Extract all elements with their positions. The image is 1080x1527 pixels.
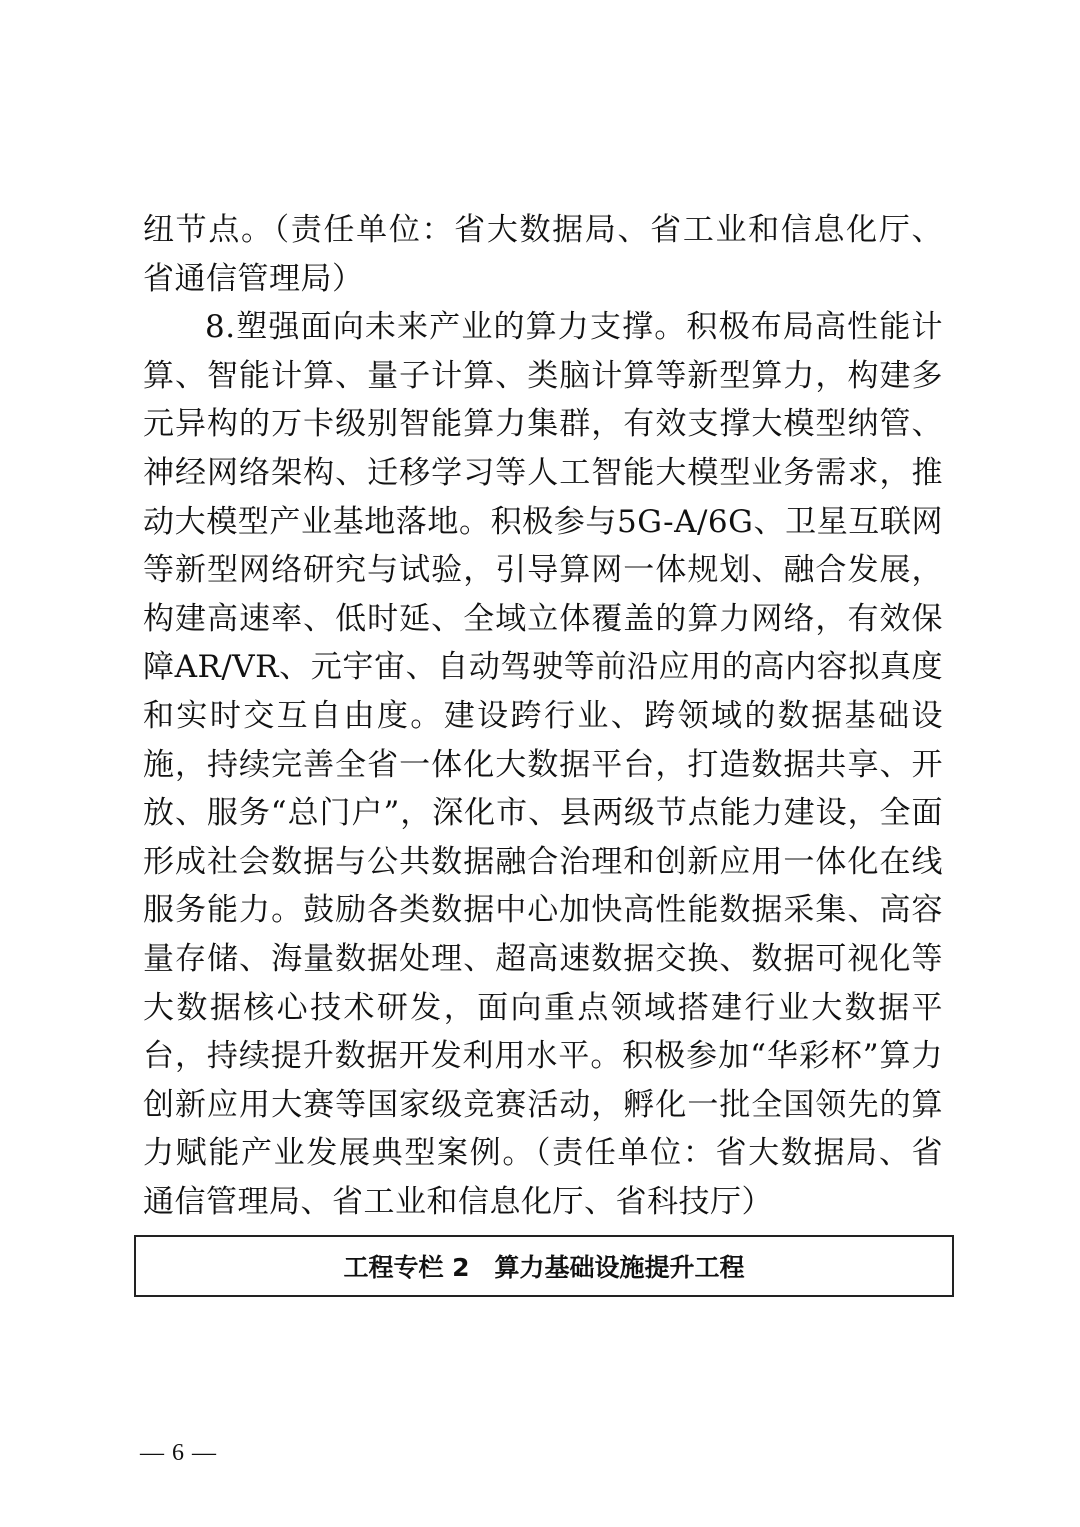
page-number: — 6 —	[140, 1440, 217, 1466]
body-text	[143, 206, 943, 1226]
paragraph-continuation: 纽节点。（责任单位：省大数据局、省工业和信息化厅、省通信管理局）	[143, 212, 943, 297]
section-box	[134, 1235, 954, 1297]
section-box-title: 工程专栏 2 算力基础设施提升工程	[343, 1253, 745, 1282]
paragraph-8: 8.塑强面向未来产业的算力支撑。积极布局高性能计算、智能计算、量子计算、类脑计算等新型算力，构建多元异构的万卡级别智能算力集群，有效支撑大模型纳管、神经网络架构、迁移学习等人工智能大模型业务需求，推动大模型产业基地落地。积极参与5G-A/6G、卫星互联网等新型网络研究与试验，引导算网一体规划、融合发展，构建高速率、低时延、全域立体覆盖的算力网络，有效保障AR/VR、元宇宙、自动驾驶等前沿应用的高内容拟真度和实时交互自由度。建设跨行业、跨领域的数据基础设施，持续完善全省一体化大数据平台，打造数据共享、开放、服务“总门户”，深化市、县两级节点能力建设，全面形成社会数据与公共数据融合治理和创新应用一体化在线服务能力。鼓励各类数据中心加快高性能数据采集、高容量存储、海量数据处理、超高速数据交换、数据可视化等大数据核心技术研发，面向重点领域搭建行业大数据平台，持续提升数据开发利用水平。积极参加“华彩杯”算力创新应用大赛等国家级竞赛活动，孵化一批全国领先的算力赋能产业发展典型案例。（责任单位：省大数据局、省通信管理局、省工业和信息化厅、省科技厅）	[143, 309, 943, 1220]
